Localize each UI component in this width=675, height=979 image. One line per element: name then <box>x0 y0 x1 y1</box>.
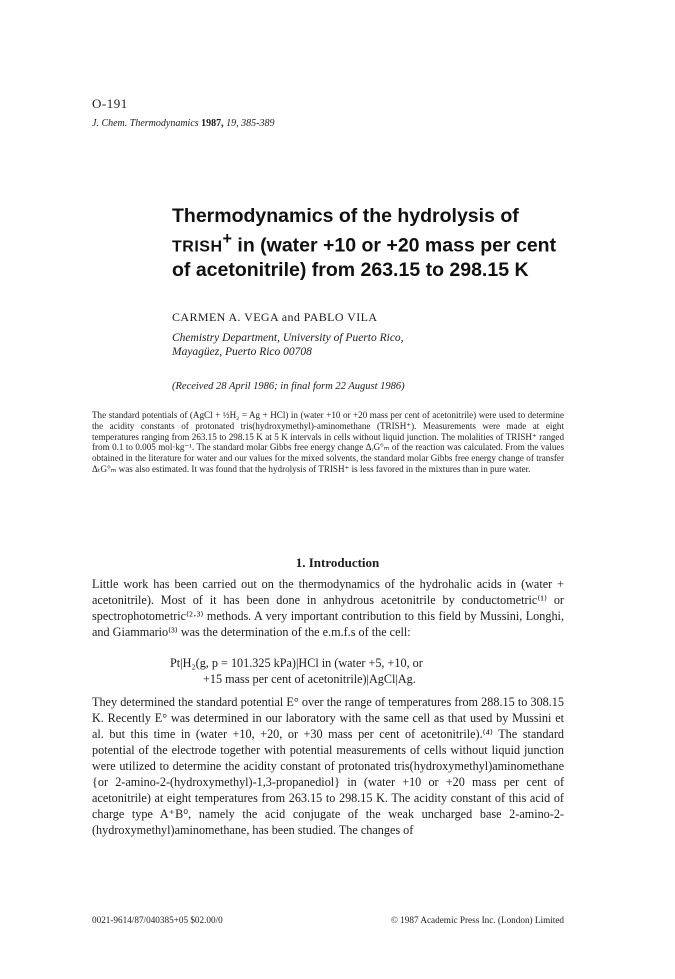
received-dates: (Received 28 April 1986; in final form 22 August 1986) <box>172 381 405 392</box>
journal-name: J. Chem. Thermodynamics <box>92 118 199 129</box>
footer-copyright: © 1987 Academic Press Inc. (London) Limited <box>390 915 564 925</box>
cell-equation <box>170 655 550 687</box>
section-heading: 1. Introduction <box>295 555 380 570</box>
article-title: Thermodynamics of the hydrolysis of TRISH+ in (water +10 or +20 mass per cent of acetonitrile) from 263.15 to 298.15 K <box>172 205 557 281</box>
affiliation <box>172 331 404 359</box>
authors: CARMEN A. VEGA and PABLO VILA <box>172 310 378 324</box>
equation-line2: +15 mass per cent of acetonitrile)|AgCl|Ag. <box>203 672 416 686</box>
page-footer <box>92 915 564 925</box>
intro-paragraph-2: They determined the standard potential E° over the range of temperatures from 288.15 to 308.15 K. Recently E° was determined in our laboratory with the same cell as that used by Mussini et al. but this time in (water +10, +20, or +30 mass per cent of acetonitrile).⁽⁴⁾ The standard potential of the electrode together with potential measurements of cells without liquid junction were utilized to determine the acidity constant of protonated tris(hydroxymethyl)aminomethane {or 2-amino-2-(hydroxymethyl)-1,3-propanediol} in (water +10 or +20 mass per cent of acetonitrile) at eight temperatures from 263.15 to 298.15 K. The acidity constant of this acid of charge type A⁺B⁰, namely the acid conjugate of the weak uncharged base 2-amino-2-(hydroxymethyl)aminomethane, has been studied. The changes of <box>92 695 564 837</box>
equation-line1: Pt|H₂(g, p = 101.325 kPa)|HCl in (water +5, +10, or <box>170 656 423 670</box>
abstract: The standard potentials of (AgCl + ½H₂ = Ag + HCl) in (water +10 or +20 mass per cent of acetonitrile) were used to determine the acidity constants of protonated tris(hydroxymethyl)-aminomethane (TRISH⁺). Measurements were made at eight temperatures ranging from 263.15 to 298.15 K at 5 K intervals in cells without liquid junction. The molalities of TRISH⁺ ranged from 0.1 to 0.005 mol·kg⁻¹. The standard molar Gibbs free energy change ΔᵣG°ₘ of the reaction was calculated. From the values obtained in the literature for water and our values for the mixed solvents, the standard molar Gibbs free energy change of transfer ΔₜG°ₘ was also estimated. It was found that the hydrolysis of TRISH⁺ is less favored in the mixtures than in pure water. <box>92 410 564 474</box>
journal-citation <box>92 118 275 129</box>
journal-year: 1987, <box>201 118 224 129</box>
journal-volume-pages: 19, 385-389 <box>226 118 275 129</box>
affiliation-line1: Chemistry Department, University of Puerto Rico, <box>172 332 404 344</box>
footer-issn: 0021-9614/87/040385+05 $02.00/0 <box>92 915 223 925</box>
intro-paragraph-1: Little work has been carried out on the thermodynamics of the hydrohalic acids in (water + acetonitrile). Most of it has been done in anhydrous acetonitrile by conductometric⁽¹⁾ or spectrophotometric⁽²·³⁾ methods. A very important contribution to this field by Mussini, Longhi, and Giammario⁽³⁾ was the determination of the e.m.f.s of the cell: <box>92 577 564 639</box>
title-trish: TRISH <box>172 238 223 256</box>
title-part2: in (water +10 or +20 mass per cent of acetonitrile) from 263.15 to 298.15 K <box>172 234 557 281</box>
title-part1: Thermodynamics of the hydrolysis of <box>172 205 519 227</box>
document-code: O-191 <box>92 96 128 111</box>
affiliation-line2: Mayagüez, Puerto Rico 00708 <box>172 346 312 358</box>
